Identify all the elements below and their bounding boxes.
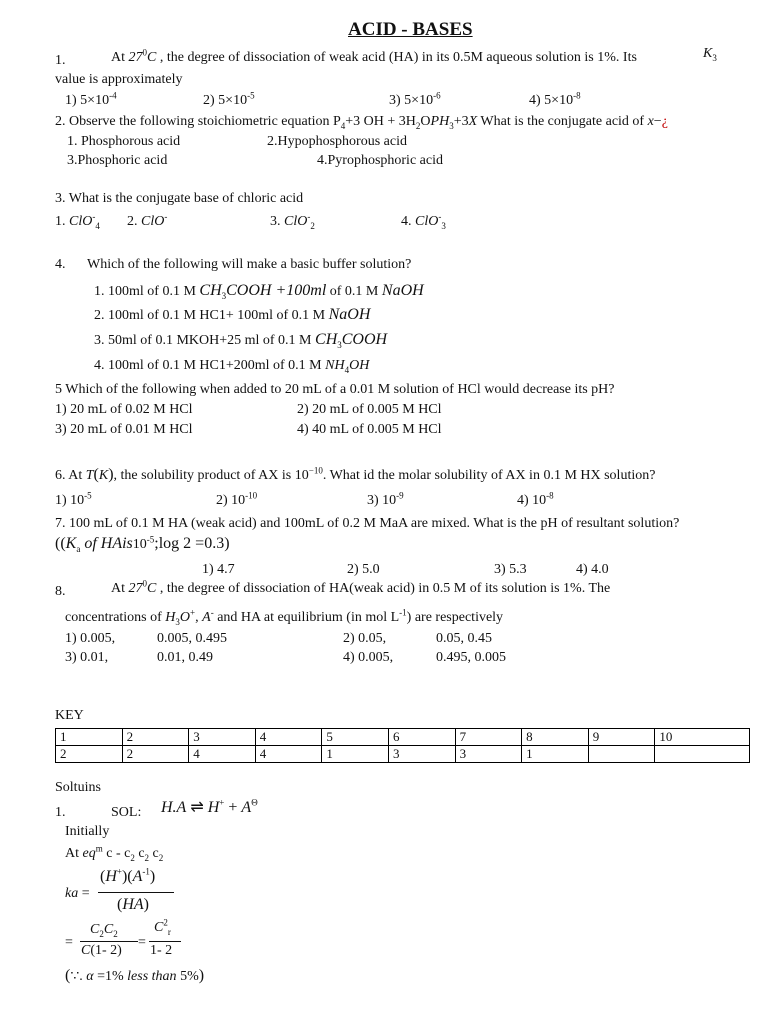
text-segment: ) xyxy=(198,967,205,984)
text-segment: 5×10 xyxy=(218,93,248,108)
text-segment: 6. At xyxy=(55,468,86,483)
text-segment: 4. xyxy=(401,214,415,229)
q8-option-3-label: 3) 0.01, xyxy=(65,650,109,665)
text-segment: . What id the molar solubility of AX in 0.1 M HX solution? xyxy=(322,468,656,483)
key-question-cell: 1 xyxy=(56,729,123,746)
text-segment: = xyxy=(78,886,90,901)
q5-option-1: 1) 20 mL of 0.02 M HCl xyxy=(55,402,193,417)
eq2-fraction-bar-2 xyxy=(149,941,181,942)
superscript: - xyxy=(210,607,214,618)
text-segment: 10 xyxy=(294,468,309,483)
text-segment: ( xyxy=(93,466,99,483)
text-segment: C xyxy=(103,922,114,937)
text-segment: T xyxy=(85,468,94,483)
q4-option-3 xyxy=(94,331,387,349)
key-answer-cell: 1 xyxy=(322,746,389,763)
superscript: - xyxy=(92,211,96,222)
text-segment: 3) xyxy=(389,93,405,108)
text-segment: ) are respectively xyxy=(406,610,504,625)
text-segment: K xyxy=(65,535,77,552)
text-segment: H xyxy=(165,610,176,625)
text-segment: H xyxy=(207,799,220,816)
superscript: - xyxy=(164,211,168,222)
q3-option-4 xyxy=(401,211,446,231)
key-answer-cell: 4 xyxy=(255,746,322,763)
key-question-cell: 8 xyxy=(522,729,589,746)
text-segment: COOH xyxy=(341,331,388,348)
text-segment: ⇌ xyxy=(186,799,208,816)
q8-line-a xyxy=(111,578,611,597)
superscript: −10 xyxy=(308,465,323,476)
q8-option-4-values: 0.495, 0.005 xyxy=(436,650,506,665)
q6-option-4 xyxy=(517,490,554,509)
q7-option-4: 4) 4.0 xyxy=(576,562,609,577)
eq2-equals: = xyxy=(65,935,73,950)
key-question-row xyxy=(56,729,750,746)
q8-option-1-values: 0.005, 0.495 xyxy=(157,631,227,646)
subscript: 3 xyxy=(712,52,717,63)
answer-key-table xyxy=(55,728,750,763)
text-segment: α xyxy=(86,969,94,984)
superscript: -1 xyxy=(142,866,150,877)
subscript: 4 xyxy=(95,220,100,231)
q5-line: 5 Which of the following when added to 20 mL of a 0.01 M solution of HCl would decrease its pH? xyxy=(55,382,615,397)
subscript: 2 xyxy=(144,852,150,863)
text-segment: X xyxy=(468,114,478,129)
text-segment: What is the conjugate acid of xyxy=(477,114,648,129)
superscript: -4 xyxy=(109,90,117,101)
q6-line xyxy=(55,466,655,484)
text-segment: 27 xyxy=(128,581,143,596)
key-question-cell: 2 xyxy=(122,729,189,746)
q6-option-3 xyxy=(367,490,404,509)
text-segment: 2. xyxy=(127,214,141,229)
solution-1-number: 1. xyxy=(55,805,66,820)
text-segment: 5×10 xyxy=(544,93,574,108)
text-segment: CH xyxy=(315,331,338,348)
text-segment: PH xyxy=(430,114,450,129)
q7-line: 7. 100 mL of 0.1 M HA (weak acid) and 100mL of 0.2 M MaA are mixed. What is the pH of resultant solution? xyxy=(55,516,680,531)
text-segment: ) xyxy=(143,896,149,913)
eq2-denominator-2: 1- 2 xyxy=(150,943,173,958)
text-segment: ) xyxy=(149,868,156,885)
q1-option-2 xyxy=(203,90,255,109)
subscript: 3 xyxy=(449,120,454,131)
text-segment: 3) xyxy=(367,493,383,508)
q4-option-4 xyxy=(94,358,369,374)
key-answer-cell: 3 xyxy=(388,746,455,763)
q5-option-4: 4) 40 mL of 0.005 M HCl xyxy=(297,422,442,437)
q2-option-4: 4.Pyrophosphoric acid xyxy=(317,153,443,168)
q1-number: 1. xyxy=(55,53,66,68)
text-segment: ( xyxy=(100,868,106,885)
text-segment: +3 xyxy=(453,114,469,129)
text-segment: 10 xyxy=(231,493,246,508)
text-segment: HA xyxy=(122,896,144,913)
text-segment: A xyxy=(202,610,211,625)
text-segment: , the degree of dissociation of weak acid (HA) in its 0.5M aqueous solution is 1%. Its xyxy=(156,50,637,65)
text-segment: 3. 50ml of 0.1 MKOH+25 ml of 0.1 M xyxy=(94,333,316,348)
text-segment: 10 xyxy=(70,493,85,508)
q8-option-1-label: 1) 0.005, xyxy=(65,631,116,646)
text-segment: ClO xyxy=(69,214,93,229)
superscript: -5 xyxy=(84,490,92,501)
superscript: -8 xyxy=(573,90,581,101)
text-segment: K xyxy=(703,46,713,61)
text-segment: − xyxy=(653,114,662,129)
superscript: -6 xyxy=(433,90,441,101)
text-segment: 1) xyxy=(55,493,71,508)
text-segment: , the solubility product of AX is xyxy=(113,468,295,483)
subscript: 2 xyxy=(113,928,118,939)
q2-option-3: 3.Phosphoric acid xyxy=(67,153,168,168)
text-segment: concentrations of xyxy=(65,610,166,625)
text-segment: 5×10 xyxy=(80,93,110,108)
text-segment: +100 xyxy=(271,282,311,299)
text-segment: , the degree of dissociation of HA(weak acid) in 0.5 M of its solution is 1%. The xyxy=(156,581,611,596)
text-segment: 10 xyxy=(132,537,147,552)
text-segment: of 0.1 M xyxy=(326,284,382,299)
q1-option-1 xyxy=(65,90,117,109)
solution-1-label: SOL: xyxy=(111,805,142,820)
text-segment: 1. xyxy=(55,214,69,229)
q4-number: 4. xyxy=(55,257,66,272)
subscript: 4 xyxy=(344,364,350,375)
text-segment: 5% xyxy=(176,969,199,984)
q1-line-a xyxy=(111,47,637,66)
text-segment: ¿ xyxy=(661,114,668,129)
text-segment: ) xyxy=(224,535,230,552)
solutions-heading: Soltuins xyxy=(55,780,101,795)
text-segment: C xyxy=(154,920,164,935)
equilibrium-line xyxy=(65,843,164,863)
q2-option-2: 2.Hypophosphorous acid xyxy=(267,134,407,149)
text-segment: 2. 100ml of 0.1 M HC1+ 100ml of 0.1 M xyxy=(94,308,329,323)
text-segment: C xyxy=(147,581,157,596)
subscript: 3 xyxy=(337,339,342,350)
key-question-cell: 7 xyxy=(455,729,522,746)
text-segment: x xyxy=(647,114,654,129)
eq2-denominator xyxy=(81,943,122,959)
text-segment: 4. 100ml of 0.1 M HC1+200ml of 0.1 M xyxy=(94,358,326,373)
text-segment: 2) xyxy=(216,493,232,508)
q7-option-3: 3) 5.3 xyxy=(494,562,527,577)
text-segment: C xyxy=(147,50,157,65)
text-segment: 1) xyxy=(65,93,81,108)
superscript: m xyxy=(95,843,103,854)
text-segment: 2) xyxy=(203,93,219,108)
q8-option-3-values: 0.01, 0.49 xyxy=(157,650,213,665)
subscript: 2 xyxy=(99,928,104,939)
q4-line: Which of the following will make a basic buffer solution? xyxy=(87,257,412,272)
q6-option-2 xyxy=(216,490,258,509)
text-segment: +3 OH + 3H xyxy=(345,114,416,129)
ka-numerator xyxy=(100,868,155,886)
text-segment: ml xyxy=(310,282,327,299)
key-answer-cell: 1 xyxy=(522,746,589,763)
superscript: -5 xyxy=(247,90,255,101)
key-question-cell: 4 xyxy=(255,729,322,746)
q7-option-1: 1) 4.7 xyxy=(202,562,235,577)
text-segment: and HA at equilibrium (in mol L xyxy=(213,610,400,625)
q3-option-3 xyxy=(270,211,315,231)
q3-option-1 xyxy=(55,211,100,231)
subscript: 2 xyxy=(310,220,315,231)
text-segment: H.A xyxy=(161,799,187,816)
subscript: 2 xyxy=(415,120,421,131)
key-answer-cell: 4 xyxy=(189,746,256,763)
q5-option-2: 2) 20 mL of 0.005 M HCl xyxy=(297,402,442,417)
superscript: -10 xyxy=(245,490,258,501)
text-segment: 27 xyxy=(128,50,143,65)
text-segment: c xyxy=(134,846,145,861)
text-segment: , xyxy=(195,610,203,625)
text-segment: C xyxy=(90,922,100,937)
text-segment: c xyxy=(149,846,159,861)
q6-option-1 xyxy=(55,490,92,509)
text-segment: A xyxy=(241,799,252,816)
dissociation-equation xyxy=(161,799,258,817)
superscript: - xyxy=(438,211,442,222)
text-segment: eq xyxy=(82,846,96,861)
subscript: 4 xyxy=(340,120,346,131)
text-segment: )( xyxy=(121,868,133,885)
text-segment: 4) xyxy=(517,493,533,508)
subscript: 3 xyxy=(175,616,180,627)
superscript: -1 xyxy=(399,607,407,618)
key-question-cell: 10 xyxy=(655,729,750,746)
text-segment: A xyxy=(132,868,143,885)
text-segment: COOH xyxy=(226,282,272,299)
q5-option-3: 3) 20 mL of 0.01 M HCl xyxy=(55,422,193,437)
text-segment: 2. Observe the following stoichiometric equation P xyxy=(55,114,341,129)
q4-option-2 xyxy=(94,306,370,324)
page-title: ACID - BASES xyxy=(348,19,473,40)
key-answer-cell: 3 xyxy=(455,746,522,763)
alpha-note xyxy=(65,967,204,985)
q8-line-b xyxy=(65,607,504,627)
text-segment: NaOH xyxy=(328,306,371,323)
q8-option-2-label: 2) 0.05, xyxy=(343,631,387,646)
key-answer-cell: 2 xyxy=(56,746,123,763)
text-segment: ( xyxy=(55,535,61,552)
superscript: - xyxy=(307,211,311,222)
eq2-equals-2: = xyxy=(138,935,146,950)
key-heading: KEY xyxy=(55,708,84,723)
q8-option-4-label: 4) 0.005, xyxy=(343,650,394,665)
subscript: 2 xyxy=(130,852,135,863)
key-answer-cell: 2 xyxy=(122,746,189,763)
text-segment: At xyxy=(65,846,83,861)
text-segment: At xyxy=(111,50,129,65)
text-segment: ) xyxy=(108,466,114,483)
superscript: + xyxy=(116,866,122,877)
text-segment: =1% xyxy=(93,969,128,984)
ka-lhs xyxy=(65,886,90,902)
text-segment: ( xyxy=(117,896,123,913)
q1-option-4 xyxy=(529,90,581,109)
text-segment: ClO xyxy=(284,214,308,229)
ka-denominator xyxy=(117,896,149,914)
text-segment: CH xyxy=(199,282,222,299)
q8-option-2-values: 0.05, 0.45 xyxy=(436,631,492,646)
text-segment: ( xyxy=(60,535,66,552)
text-segment: ( xyxy=(65,967,71,984)
text-segment: H xyxy=(105,868,117,885)
key-question-cell: 3 xyxy=(189,729,256,746)
superscript: 0 xyxy=(142,578,147,589)
text-segment: + xyxy=(224,799,242,816)
key-answer-cell xyxy=(588,746,655,763)
superscript: + xyxy=(219,797,225,808)
text-segment: ClO xyxy=(415,214,439,229)
eq2-fraction-bar xyxy=(80,941,138,942)
q7-given xyxy=(55,535,230,553)
text-segment: 5×10 xyxy=(404,93,434,108)
text-segment: 1. 100ml of 0.1 M xyxy=(94,284,200,299)
key-answer-row xyxy=(56,746,750,763)
eq2-numerator xyxy=(90,922,118,938)
q3-line: 3. What is the conjugate base of chloric acid xyxy=(55,191,304,206)
text-segment: ∵. xyxy=(70,969,87,984)
text-segment: At xyxy=(111,581,129,596)
text-segment: K xyxy=(98,468,109,483)
text-segment: O xyxy=(420,114,431,129)
superscript: 0 xyxy=(142,47,147,58)
superscript: -5 xyxy=(146,534,155,545)
superscript: Θ xyxy=(251,797,258,808)
key-question-cell: 5 xyxy=(322,729,389,746)
superscript: 2 xyxy=(163,917,168,928)
text-segment: of HAis xyxy=(80,535,133,552)
q8-number: 8. xyxy=(55,584,66,599)
text-segment: 10 xyxy=(382,493,397,508)
q4-option-1 xyxy=(94,282,424,300)
q7-option-2: 2) 5.0 xyxy=(347,562,380,577)
text-segment: 3. xyxy=(270,214,284,229)
q2-line xyxy=(55,114,668,130)
q3-option-2 xyxy=(127,211,168,230)
q1-option-3 xyxy=(389,90,441,109)
ka-fraction-bar xyxy=(98,892,174,893)
text-segment: ClO xyxy=(141,214,165,229)
text-segment: less than xyxy=(127,969,177,984)
subscript: a xyxy=(76,543,81,554)
text-segment: ka xyxy=(65,886,79,901)
q1-line-b: value is approximately xyxy=(55,72,183,87)
text-segment: 10 xyxy=(532,493,547,508)
key-answer-cell xyxy=(655,746,750,763)
text-segment: C xyxy=(81,943,91,958)
superscript: -8 xyxy=(546,490,554,501)
subscript: 2 xyxy=(158,852,164,863)
text-segment: c - c xyxy=(102,846,131,861)
subscript: 3 xyxy=(441,220,446,231)
q1-ka-symbol xyxy=(703,46,717,62)
q2-option-1: 1. Phosphorous acid xyxy=(67,134,181,149)
text-segment: O xyxy=(179,610,191,625)
key-question-cell: 6 xyxy=(388,729,455,746)
subscript: 3 xyxy=(221,290,227,301)
superscript: -9 xyxy=(396,490,404,501)
text-segment: NaOH xyxy=(381,282,424,299)
text-segment: NH xyxy=(325,358,345,373)
key-question-cell: 9 xyxy=(588,729,655,746)
text-segment: OH xyxy=(349,358,370,373)
subscript: r xyxy=(167,926,171,937)
eq2-numerator-2 xyxy=(154,917,171,937)
initially-label: Initially xyxy=(65,824,110,839)
text-segment: ;log 2 =0.3 xyxy=(154,535,225,552)
text-segment: 4) xyxy=(529,93,545,108)
superscript: + xyxy=(190,607,196,618)
text-segment: (1- 2) xyxy=(90,943,122,958)
